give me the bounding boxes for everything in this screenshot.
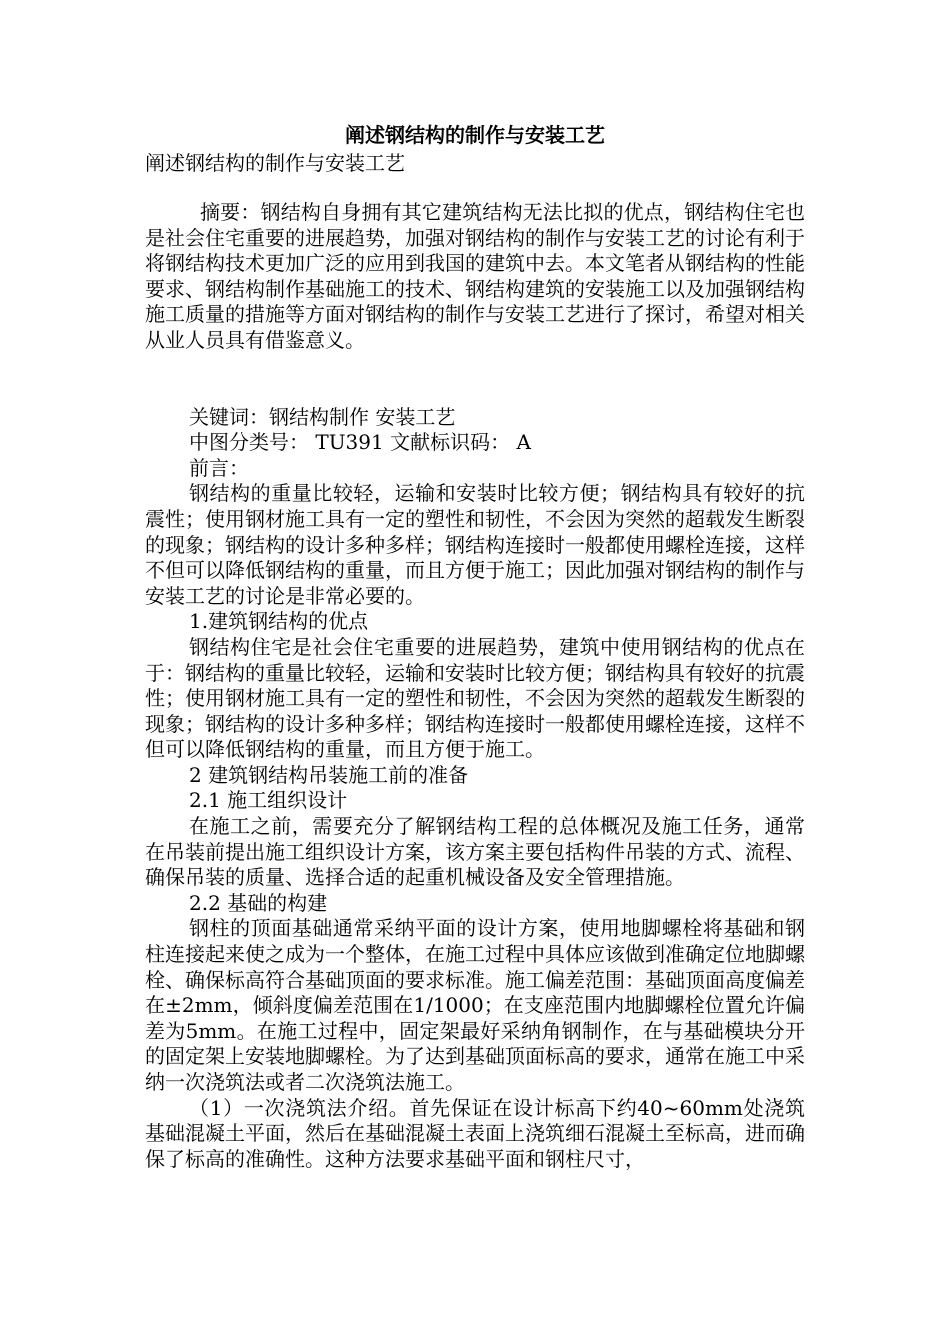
- subsection-heading-2-1: 2.1 施工组织设计: [189, 788, 348, 813]
- preface-label: 前言：: [189, 455, 249, 480]
- section-gap: [145, 354, 805, 405]
- subsection-heading-2-2: 2.2 基础的构建: [189, 890, 328, 915]
- document-body: [145, 200, 805, 1172]
- subsection-2-2-paragraph: 钢柱的顶面基础通常采纳平面的设计方案，使用地脚螺栓将基础和钢柱连接起来使之成为一个整体，在施工过程中具体应该做到准确定位地脚螺栓、确保标高符合基础顶面的要求标准。施工偏差范围：基础顶面高度偏差在±2mm，倾斜度偏差范围在1/1000；在支座范围内地脚螺栓位置允许偏差为5mm。在施工过程中，固定架最好采纳角钢制作，在与基础模块分开的固定架上安装地脚螺栓。为了达到基础顶面标高的要求，通常在施工中采纳一次浇筑法或者二次浇筑法施工。: [145, 916, 805, 1094]
- section-heading-1: 1.建筑钢结构的优点: [189, 609, 369, 634]
- classification-line: 中图分类号： TU391 文献标识码： A: [189, 430, 531, 455]
- preface-paragraph: 钢结构的重量比较轻，运输和安装时比较方便；钢结构具有较好的抗震性；使用钢材施工具有一定的塑性和韧性，不会因为突然的超载发生断裂的现象；钢结构的设计多种多样；钢结构连接时一般都使用螺栓连接，这样不但可以降低钢结构的重量，而且方便于施工；因此加强对钢结构的制作与安装工艺的讨论是非常必要的。: [145, 481, 805, 608]
- subsection-2-1-paragraph: 在施工之前，需要充分了解钢结构工程的总体概况及施工任务，通常在吊装前提出施工组织设计方案，该方案主要包括构件吊装的方式、流程、确保吊装的质量、选择合适的起重机械设备及安全管理措施。: [145, 814, 805, 890]
- section-heading-2: 2 建筑钢结构吊装施工前的准备: [189, 762, 469, 787]
- section-1-paragraph: 钢结构住宅是社会住宅重要的进展趋势，建筑中使用钢结构的优点在于：钢结构的重量比较轻，运输和安装时比较方便；钢结构具有较好的抗震性；使用钢材施工具有一定的塑性和韧性，不会因为突然的超载发生断裂的现象；钢结构的设计多种多样；钢结构连接时一般都使用螺栓连接，这样不但可以降低钢结构的重量，而且方便于施工。: [145, 634, 805, 762]
- abstract-paragraph: 摘要：钢结构自身拥有其它建筑结构无法比拟的优点，钢结构住宅也是社会住宅重要的进展趋势，加强对钢结构的制作与安装工艺的讨论有利于将钢结构技术更加广泛的应用到我国的建筑中去。本文笔者从钢结构的性能要求、钢结构制作基础施工的技术、钢结构建筑的安装施工以及加强钢结构施工质量的措施等方面对钢结构的制作与安装工艺进行了探讨，希望对相关从业人员具有借鉴意义。: [145, 200, 805, 352]
- keywords-line: 关键词：钢结构制作 安装工艺: [189, 404, 456, 429]
- document-subtitle: 阐述钢结构的制作与安装工艺: [145, 151, 405, 175]
- once-pour-paragraph: （1）一次浇筑法介绍。首先保证在设计标高下约40~60mm处浇筑基础混凝土平面，然后在基础混凝土表面上浇筑细石混凝土至标高，进而确保了标高的准确性。这种方法要求基础平面和钢柱尺寸，: [145, 1095, 805, 1171]
- document-title: 阐述钢结构的制作与安装工艺: [345, 123, 605, 147]
